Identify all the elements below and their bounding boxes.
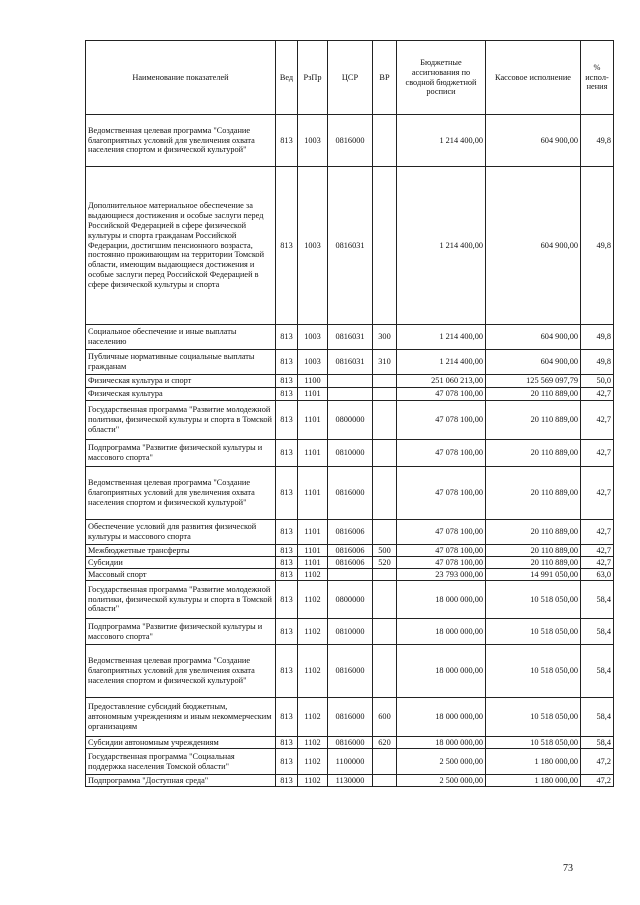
cell-section: 1102 <box>298 619 328 645</box>
cell-expense-type <box>373 749 397 775</box>
cell-percent: 58,4 <box>581 581 614 619</box>
cell-dept: 813 <box>276 545 298 557</box>
cell-execution: 20 110 889,00 <box>486 557 581 569</box>
cell-section: 1102 <box>298 569 328 581</box>
cell-allocation: 1 214 400,00 <box>397 167 486 325</box>
cell-target: 0816000 <box>328 737 373 749</box>
cell-expense-type: 300 <box>373 325 397 350</box>
cell-execution: 20 110 889,00 <box>486 388 581 401</box>
header-budget-allocation: Бюджетные ассигнования по сводной бюджетной росписи <box>397 41 486 115</box>
cell-percent: 58,4 <box>581 645 614 698</box>
cell-allocation: 47 078 100,00 <box>397 388 486 401</box>
cell-section: 1101 <box>298 440 328 467</box>
cell-allocation: 47 078 100,00 <box>397 467 486 520</box>
cell-allocation: 2 500 000,00 <box>397 749 486 775</box>
cell-section: 1003 <box>298 350 328 375</box>
cell-dept: 813 <box>276 520 298 545</box>
cell-name: Субсидии <box>86 557 276 569</box>
cell-target: 0816031 <box>328 325 373 350</box>
cell-expense-type <box>373 167 397 325</box>
cell-target: 0816000 <box>328 467 373 520</box>
cell-name: Физическая культура <box>86 388 276 401</box>
cell-execution: 20 110 889,00 <box>486 440 581 467</box>
cell-section: 1101 <box>298 388 328 401</box>
cell-percent: 42,7 <box>581 401 614 440</box>
cell-dept: 813 <box>276 775 298 787</box>
cell-expense-type <box>373 569 397 581</box>
cell-execution: 20 110 889,00 <box>486 520 581 545</box>
cell-percent: 47,2 <box>581 775 614 787</box>
cell-dept: 813 <box>276 115 298 167</box>
cell-dept: 813 <box>276 325 298 350</box>
table-row <box>86 749 614 775</box>
header-execution-percent: % испол-нения <box>581 41 614 115</box>
cell-percent: 49,8 <box>581 167 614 325</box>
cell-expense-type <box>373 388 397 401</box>
cell-section: 1101 <box>298 520 328 545</box>
cell-expense-type <box>373 775 397 787</box>
table-row <box>86 619 614 645</box>
cell-section: 1102 <box>298 737 328 749</box>
table-row <box>86 440 614 467</box>
cell-target: 0816031 <box>328 350 373 375</box>
cell-dept: 813 <box>276 350 298 375</box>
cell-expense-type <box>373 375 397 388</box>
table-row <box>86 325 614 350</box>
cell-expense-type: 310 <box>373 350 397 375</box>
cell-allocation: 47 078 100,00 <box>397 440 486 467</box>
cell-name: Физическая культура и спорт <box>86 375 276 388</box>
cell-name: Дополнительное материальное обеспечение за выдающиеся достижения и особые заслуги перед Российской Федерацией в сфере физической культуры и спорта гражданам Российской Федерации, достигшим пенсионного возраста, постоянно проживающим на территории Томской области, имеющим выдающиеся достижения и особые заслуги перед Российской Федерацией в сфере физической культуры и спорта <box>86 167 276 325</box>
cell-allocation: 1 214 400,00 <box>397 325 486 350</box>
table-row <box>86 375 614 388</box>
cell-execution: 20 110 889,00 <box>486 467 581 520</box>
cell-target: 0800000 <box>328 581 373 619</box>
cell-section: 1003 <box>298 167 328 325</box>
table-row <box>86 115 614 167</box>
cell-name: Ведомственная целевая программа "Создание благоприятных условий для увеличения охвата населения спортом и физической культурой" <box>86 467 276 520</box>
cell-percent: 42,7 <box>581 467 614 520</box>
cell-name: Предоставление субсидий бюджетным, автономным учреждениям и иным некоммерческим организациям <box>86 698 276 737</box>
table-row <box>86 167 614 325</box>
cell-dept: 813 <box>276 388 298 401</box>
cell-name: Государственная программа "Социальная поддержка населения Томской области" <box>86 749 276 775</box>
cell-name: Публичные нормативные социальные выплаты гражданам <box>86 350 276 375</box>
cell-allocation: 47 078 100,00 <box>397 401 486 440</box>
cell-section: 1102 <box>298 698 328 737</box>
header-dept-code: Вед <box>276 41 298 115</box>
cell-expense-type <box>373 619 397 645</box>
cell-execution: 604 900,00 <box>486 115 581 167</box>
cell-expense-type: 600 <box>373 698 397 737</box>
cell-dept: 813 <box>276 440 298 467</box>
cell-execution: 125 569 097,79 <box>486 375 581 388</box>
cell-name: Субсидии автономным учреждениям <box>86 737 276 749</box>
cell-percent: 58,4 <box>581 619 614 645</box>
cell-percent: 42,7 <box>581 557 614 569</box>
cell-expense-type <box>373 645 397 698</box>
cell-name: Межбюджетные трансферты <box>86 545 276 557</box>
cell-name: Подпрограмма "Доступная среда" <box>86 775 276 787</box>
cell-percent: 42,7 <box>581 388 614 401</box>
cell-execution: 10 518 050,00 <box>486 581 581 619</box>
cell-percent: 47,2 <box>581 749 614 775</box>
cell-allocation: 18 000 000,00 <box>397 698 486 737</box>
cell-execution: 10 518 050,00 <box>486 619 581 645</box>
cell-target: 0816006 <box>328 545 373 557</box>
cell-target: 0816000 <box>328 115 373 167</box>
cell-target: 0816006 <box>328 520 373 545</box>
table-row <box>86 569 614 581</box>
cell-execution: 20 110 889,00 <box>486 545 581 557</box>
cell-execution: 10 518 050,00 <box>486 645 581 698</box>
cell-name: Ведомственная целевая программа "Создание благоприятных условий для увеличения охвата населения спортом и физической культурой" <box>86 115 276 167</box>
cell-dept: 813 <box>276 737 298 749</box>
cell-target: 0816006 <box>328 557 373 569</box>
table-row <box>86 645 614 698</box>
table-row <box>86 557 614 569</box>
cell-percent: 49,8 <box>581 325 614 350</box>
cell-expense-type <box>373 467 397 520</box>
table-row <box>86 388 614 401</box>
cell-section: 1102 <box>298 749 328 775</box>
table-row <box>86 581 614 619</box>
table-row <box>86 737 614 749</box>
cell-section: 1101 <box>298 401 328 440</box>
cell-execution: 1 180 000,00 <box>486 749 581 775</box>
cell-percent: 58,4 <box>581 698 614 737</box>
cell-execution: 604 900,00 <box>486 325 581 350</box>
cell-name: Обеспечение условий для развития физической культуры и массового спорта <box>86 520 276 545</box>
budget-execution-table <box>85 40 614 787</box>
table-header-row <box>86 41 614 115</box>
table-body <box>86 115 614 787</box>
cell-execution: 1 180 000,00 <box>486 775 581 787</box>
cell-section: 1003 <box>298 115 328 167</box>
cell-expense-type <box>373 520 397 545</box>
cell-allocation: 47 078 100,00 <box>397 545 486 557</box>
cell-dept: 813 <box>276 698 298 737</box>
cell-percent: 49,8 <box>581 350 614 375</box>
cell-section: 1101 <box>298 467 328 520</box>
table-row <box>86 520 614 545</box>
cell-dept: 813 <box>276 619 298 645</box>
cell-allocation: 18 000 000,00 <box>397 645 486 698</box>
table-row <box>86 350 614 375</box>
cell-execution: 10 518 050,00 <box>486 737 581 749</box>
cell-percent: 42,7 <box>581 440 614 467</box>
cell-section: 1003 <box>298 325 328 350</box>
cell-allocation: 18 000 000,00 <box>397 737 486 749</box>
cell-execution: 10 518 050,00 <box>486 698 581 737</box>
cell-target: 0810000 <box>328 440 373 467</box>
cell-percent: 42,7 <box>581 520 614 545</box>
cell-dept: 813 <box>276 645 298 698</box>
cell-expense-type: 620 <box>373 737 397 749</box>
cell-target <box>328 569 373 581</box>
cell-name: Массовый спорт <box>86 569 276 581</box>
header-target-article: ЦСР <box>328 41 373 115</box>
cell-dept: 813 <box>276 375 298 388</box>
cell-dept: 813 <box>276 749 298 775</box>
cell-percent: 50,0 <box>581 375 614 388</box>
cell-target: 1130000 <box>328 775 373 787</box>
cell-expense-type <box>373 581 397 619</box>
cell-allocation: 47 078 100,00 <box>397 520 486 545</box>
cell-target: 1100000 <box>328 749 373 775</box>
cell-percent: 58,4 <box>581 737 614 749</box>
cell-allocation: 251 060 213,00 <box>397 375 486 388</box>
cell-target: 0800000 <box>328 401 373 440</box>
cell-section: 1101 <box>298 557 328 569</box>
cell-percent: 63,0 <box>581 569 614 581</box>
cell-target: 0816031 <box>328 167 373 325</box>
cell-dept: 813 <box>276 569 298 581</box>
cell-expense-type <box>373 440 397 467</box>
cell-section: 1102 <box>298 581 328 619</box>
cell-allocation: 47 078 100,00 <box>397 557 486 569</box>
cell-section: 1101 <box>298 545 328 557</box>
cell-section: 1100 <box>298 375 328 388</box>
cell-name: Подпрограмма "Развитие физической культуры и массового спорта" <box>86 440 276 467</box>
cell-percent: 42,7 <box>581 545 614 557</box>
cell-allocation: 1 214 400,00 <box>397 115 486 167</box>
cell-section: 1102 <box>298 775 328 787</box>
cell-execution: 20 110 889,00 <box>486 401 581 440</box>
table-row <box>86 467 614 520</box>
cell-name: Государственная программа "Развитие молодежной политики, физической культуры и спорта в Томской области" <box>86 581 276 619</box>
cell-expense-type <box>373 401 397 440</box>
cell-allocation: 18 000 000,00 <box>397 619 486 645</box>
cell-allocation: 18 000 000,00 <box>397 581 486 619</box>
table-row <box>86 401 614 440</box>
cell-target: 0816000 <box>328 698 373 737</box>
cell-dept: 813 <box>276 467 298 520</box>
page-number: 73 <box>563 863 573 874</box>
cell-target: 0810000 <box>328 619 373 645</box>
cell-target <box>328 375 373 388</box>
cell-execution: 604 900,00 <box>486 167 581 325</box>
cell-target <box>328 388 373 401</box>
header-cash-execution: Кассовое исполнение <box>486 41 581 115</box>
cell-percent: 49,8 <box>581 115 614 167</box>
budget-table-container <box>85 40 613 787</box>
cell-expense-type: 500 <box>373 545 397 557</box>
cell-execution: 14 991 050,00 <box>486 569 581 581</box>
cell-name: Социальное обеспечение и иные выплаты населению <box>86 325 276 350</box>
cell-section: 1102 <box>298 645 328 698</box>
cell-name: Ведомственная целевая программа "Создание благоприятных условий для увеличения охвата населения спортом и физической культурой" <box>86 645 276 698</box>
cell-dept: 813 <box>276 581 298 619</box>
cell-expense-type: 520 <box>373 557 397 569</box>
table-row <box>86 775 614 787</box>
header-expense-type: ВР <box>373 41 397 115</box>
header-section-code: РзПр <box>298 41 328 115</box>
cell-allocation: 1 214 400,00 <box>397 350 486 375</box>
cell-dept: 813 <box>276 401 298 440</box>
table-row <box>86 545 614 557</box>
cell-execution: 604 900,00 <box>486 350 581 375</box>
cell-allocation: 23 793 000,00 <box>397 569 486 581</box>
cell-dept: 813 <box>276 167 298 325</box>
cell-name: Государственная программа "Развитие молодежной политики, физической культуры и спорта в Томской области" <box>86 401 276 440</box>
cell-dept: 813 <box>276 557 298 569</box>
cell-expense-type <box>373 115 397 167</box>
table-row <box>86 698 614 737</box>
cell-name: Подпрограмма "Развитие физической культуры и массового спорта" <box>86 619 276 645</box>
cell-target: 0816000 <box>328 645 373 698</box>
header-indicator-name: Наименование показателей <box>86 41 276 115</box>
cell-allocation: 2 500 000,00 <box>397 775 486 787</box>
